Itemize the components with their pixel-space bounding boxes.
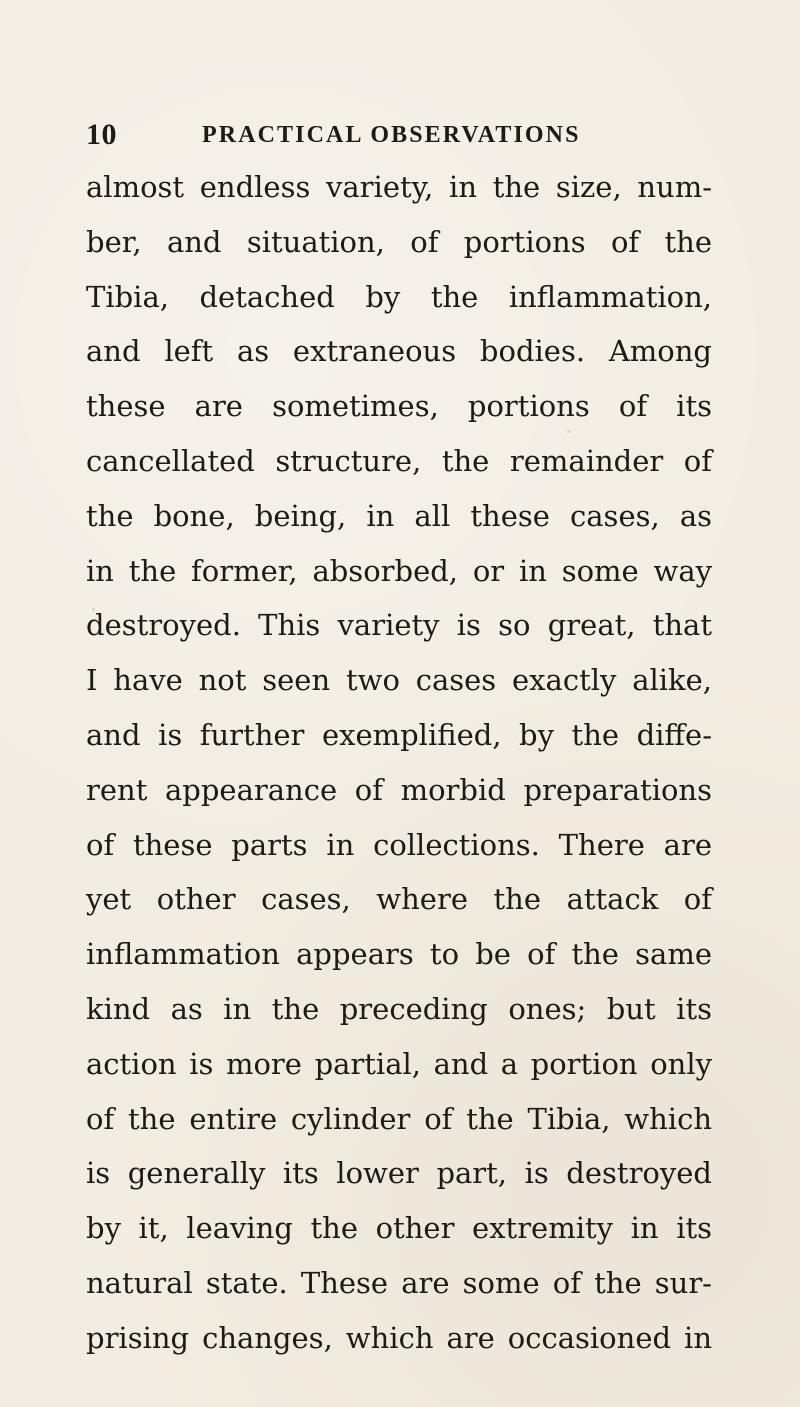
text-line: almost endless variety, in the size, num- (86, 170, 712, 204)
page-number: 10 (86, 118, 117, 151)
body-text (86, 160, 712, 1366)
text-line: and is further exemplified, by the diffe- (86, 717, 712, 752)
text-line: Tibia, detached by the inflammation, (86, 279, 712, 314)
text-line: inflammation appears to be of the same (86, 937, 712, 972)
text-line: kind as in the preceding ones; but its (86, 991, 712, 1026)
text-line: destroyed. This variety is so great, that (86, 608, 712, 643)
paper-speck (702, 1133, 704, 1135)
paper-speck (558, 1272, 560, 1274)
text-line: I have not seen two cases exactly alike, (86, 663, 712, 698)
text-line: yet other cases, where the attack of (86, 882, 712, 917)
text-line: the bone, being, in all these cases, as (86, 498, 712, 533)
text-line: is generally its lower part, is destroyed (86, 1156, 712, 1191)
paper-speck (434, 723, 436, 725)
text-line: and left as extraneous bodies. Among (86, 334, 712, 369)
text-line: rent appearance of morbid preparations (86, 772, 712, 807)
text-line: these are sometimes, portions of its (86, 389, 712, 424)
running-head: PRACTICAL OBSERVATIONS (202, 122, 581, 148)
paper-speck (92, 608, 95, 611)
text-line: action is more partial, and a portion only (86, 1046, 712, 1081)
text-line: cancellated structure, the remainder of (86, 443, 712, 478)
page-header (86, 118, 726, 158)
text-line: by it, leaving the other extremity in its (86, 1211, 712, 1246)
text-line: of the entire cylinder of the Tibia, which (86, 1101, 712, 1136)
text-line: ber, and situation, of portions of the (86, 224, 712, 259)
text-line: of these parts in collections. There are (86, 827, 712, 862)
text-line: natural state. These are some of the sur- (86, 1265, 712, 1300)
text-line: prising changes, which are occasioned in (86, 1320, 712, 1355)
paper-speck (567, 430, 570, 433)
text-line: in the former, absorbed, or in some way (86, 553, 712, 588)
